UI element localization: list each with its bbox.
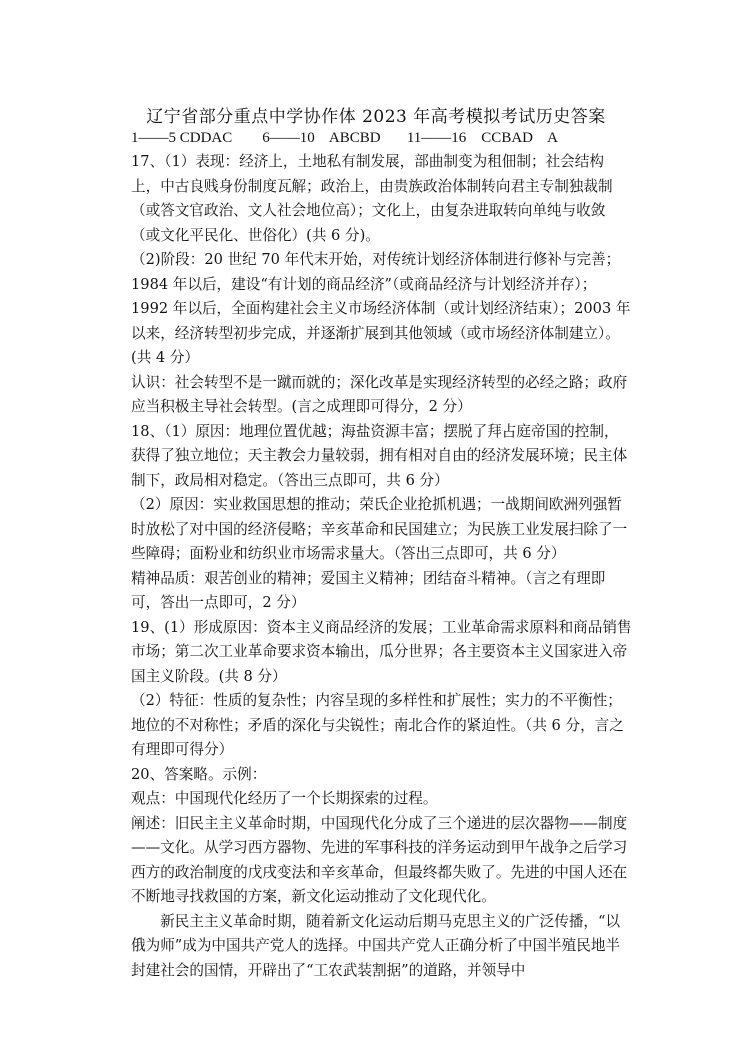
paragraph-18-2: （2）原因：实业救国思想的推动；荣氏企业抢抓机遇；一战期间欧洲列强暂时放松了对中国的经济侵略；辛亥革命和民国建立；为民族工业发展扫除了一些障碍；面粉业和纺织业市场需求量大。（答出三点即可，共 6 分） <box>131 496 628 562</box>
paragraph-19-1: 19、(1）形成原因：资本主义商品经济的发展；工业革命需求原料和商品销售市场；第二次工业革命要求资本输出，瓜分世界；各主要资本主义国家进入帝国主义阶段。(共 8 分） <box>131 618 632 685</box>
paragraph-17-1: 17、（1）表现：经济上，土地私有制发展，部曲制变为租佃制；社会结构上，中古良贱身份制度瓦解；政治上，由贵族政治体制转向君主专制独裁制（或答文官政治、文人社会地位高）；文化上，由复杂进取转向单纯与收敛（或文化平民化、世俗化）(共 6 分)。 <box>131 153 613 244</box>
paragraph-20-viewpoint: 观点：中国现代化经历了一个长期探索的过程。 <box>131 790 438 807</box>
paragraph-20-elaboration: 阐述：旧民主主义革命时期，中国现代化分成了三个递进的层次器物——制度——文化。从学习西方器物、先进的军事科技的洋务运动到甲午战争之后学习西方的政治制度的戊戌变法和辛亥革命，但最终都失败了。先进的中国人还在不断地寻找救国的方案，新文化运动推动了文化现代化。 <box>131 814 628 905</box>
paragraph-19-2: （2）特征：性质的复杂性；内容呈现的多样性和扩展性；实力的不平衡性；地位的不对称性；矛盾的深化与尖锐性；南北合作的紧迫性。（共 6 分，言之有理即可得分） <box>131 692 624 758</box>
document-title: 辽宁省部分重点中学协作体 2023 年高考模拟考试历史答案 <box>146 107 606 127</box>
paragraph-20-intro: 20、答案略。示例： <box>131 765 267 783</box>
paragraph-17-view: 认识：社会转型不是一蹴而就的；深化改革是实现经济转型的必经之路；政府应当积极主导社会转型。(言之成理即可得分，2 分） <box>131 373 628 415</box>
answer-body <box>131 150 633 983</box>
paragraph-17-2: （2)阶段：20 世纪 70 年代末开始，对传统计划经济体制进行修补与完善；1984 年以后，建设“有计划的商品经济”（或商品经济与计划经济并存）；1992 年以后，全面构建社会主义市场经济体制（或计划经济结束）；2003 年以来，经济转型初步完成，并逐渐扩展到其他领域（或市场经济体制建立）。(共 4 分） <box>131 251 631 366</box>
paragraph-20-continued: 新民主主义革命时期，随着新文化运动后期马克思主义的广泛传播，“以俄为师”成为中国共产党人的选择。中国共产党人正确分析了中国半殖民地半封建社会的国情，开辟出了“工农武装割据”的道路，并领导中 <box>131 912 621 979</box>
paragraph-18-1: 18、（1）原因：地理位置优越；海盐资源丰富；摆脱了拜占庭帝国的控制，获得了独立地位；天主教会力量较弱，拥有相对自由的经济发展环境；民主体制下，政局相对稳定。（答出三点即可，共 6 分） <box>131 422 628 489</box>
multiple-choice-answers: 1——5 CDDAC 6——10 ABCBD 11——16 CCBAD A <box>131 130 558 146</box>
paragraph-18-spirit: 精神品质：艰苦创业的精神；爱国主义精神；团结奋斗精神。（言之有理即可，答出一点即可，2 分） <box>131 569 606 611</box>
